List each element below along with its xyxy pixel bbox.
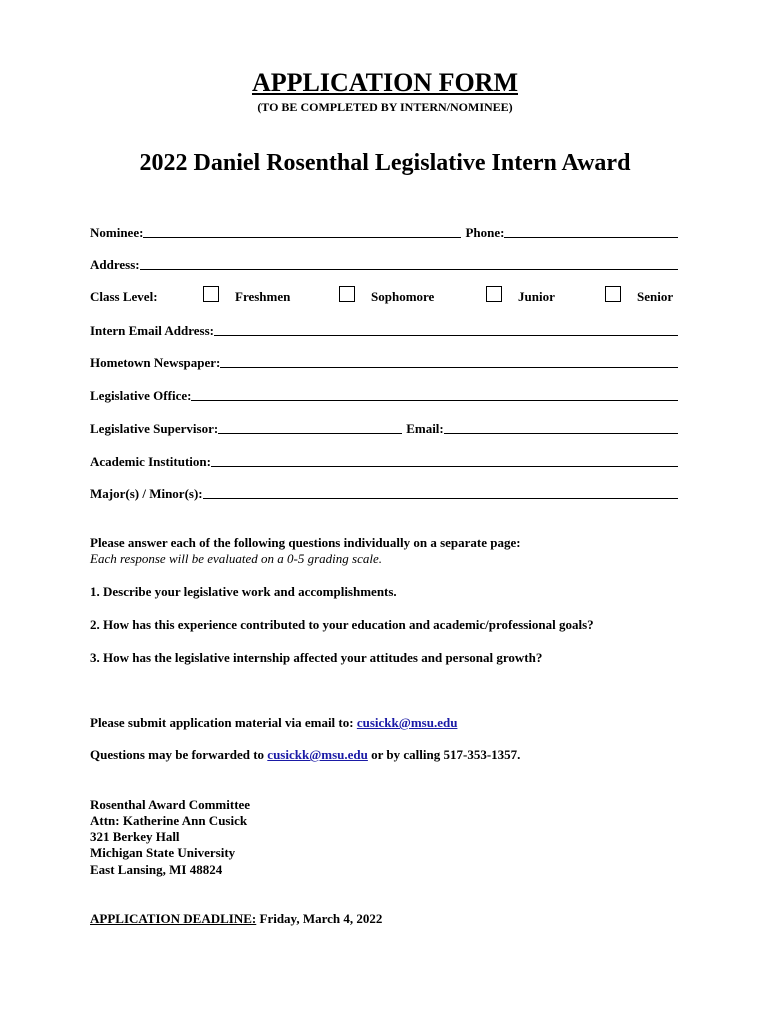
- deadline-label: APPLICATION DEADLINE:: [90, 911, 257, 926]
- legislative-office-row: [90, 386, 678, 404]
- major-minor-row: [90, 484, 678, 502]
- academic-institution-label: Academic Institution:: [90, 454, 211, 469]
- address-label: Address:: [90, 257, 140, 272]
- address-field[interactable]: [140, 256, 678, 270]
- nominee-label: Nominee:: [90, 225, 144, 240]
- academic-institution-row: [90, 452, 678, 470]
- senior-label: Senior: [637, 289, 674, 304]
- major-minor-label: Major(s) / Minor(s):: [90, 486, 203, 501]
- deadline-line: [90, 911, 382, 927]
- hometown-newspaper-field[interactable]: [220, 354, 678, 368]
- phone-field[interactable]: [504, 224, 678, 238]
- major-minor-field[interactable]: [203, 485, 678, 499]
- page-title: APPLICATION FORM: [251, 68, 518, 97]
- freshmen-checkbox[interactable]: [203, 286, 219, 302]
- supervisor-email-label: Email:: [406, 421, 444, 436]
- deadline-date: Friday, March 4, 2022: [259, 911, 383, 926]
- intern-email-label: Intern Email Address:: [90, 323, 214, 338]
- question-3: 3. How has the legislative internship affected your attitudes and personal growth?: [90, 650, 543, 665]
- sophomore-label: Sophomore: [371, 289, 435, 304]
- legislative-supervisor-field[interactable]: [218, 420, 402, 434]
- legislative-office-field[interactable]: [191, 387, 678, 401]
- submit-text: Please submit application material via email to:: [90, 715, 354, 730]
- instructions-heading: Please answer each of the following questions individually on a separate page:: [90, 535, 521, 550]
- hometown-newspaper-row: [90, 353, 678, 371]
- intern-email-row: [90, 321, 678, 339]
- award-title: 2022 Daniel Rosenthal Legislative Intern Award: [139, 150, 631, 176]
- question-1: 1. Describe your legislative work and accomplishments.: [90, 584, 397, 599]
- address-line-university: Michigan State University: [90, 845, 236, 860]
- address-line-city: East Lansing, MI 48824: [90, 862, 223, 877]
- nominee-field[interactable]: [143, 224, 461, 238]
- questions-text: Questions may be forwarded to: [90, 747, 265, 762]
- supervisor-email-field[interactable]: [444, 420, 678, 434]
- submit-email-link[interactable]: cusickk@msu.edu: [356, 715, 458, 730]
- class-level-label: Class Level:: [90, 289, 158, 304]
- intern-email-field[interactable]: [214, 322, 678, 336]
- address-line-committee: Rosenthal Award Committee: [90, 797, 251, 812]
- phone-label: Phone:: [465, 225, 505, 240]
- sophomore-checkbox[interactable]: [339, 286, 355, 302]
- senior-checkbox[interactable]: [605, 286, 621, 302]
- nominee-phone-row: [90, 223, 678, 241]
- address-line-attn: Attn: Katherine Ann Cusick: [90, 813, 248, 828]
- question-2: 2. How has this experience contributed to your education and academic/professional goals?: [90, 617, 594, 632]
- hometown-newspaper-label: Hometown Newspaper:: [90, 355, 221, 370]
- questions-suffix: or by calling 517-353-1357.: [371, 747, 521, 762]
- legislative-supervisor-label: Legislative Supervisor:: [90, 421, 219, 436]
- address-line-street: 321 Berkey Hall: [90, 829, 180, 844]
- address-row: [90, 255, 678, 273]
- page-subtitle: (TO BE COMPLETED BY INTERN/NOMINEE): [257, 100, 513, 114]
- grading-note: Each response will be evaluated on a 0-5 grading scale.: [90, 551, 382, 566]
- questions-email-link[interactable]: cusickk@msu.edu: [267, 747, 368, 762]
- legislative-office-label: Legislative Office:: [90, 388, 192, 403]
- academic-institution-field[interactable]: [211, 453, 678, 467]
- questions-line: [90, 747, 520, 763]
- submit-line: [90, 715, 457, 731]
- freshmen-label: Freshmen: [235, 289, 291, 304]
- supervisor-email-row: [90, 419, 678, 437]
- junior-label: Junior: [518, 289, 555, 304]
- junior-checkbox[interactable]: [486, 286, 502, 302]
